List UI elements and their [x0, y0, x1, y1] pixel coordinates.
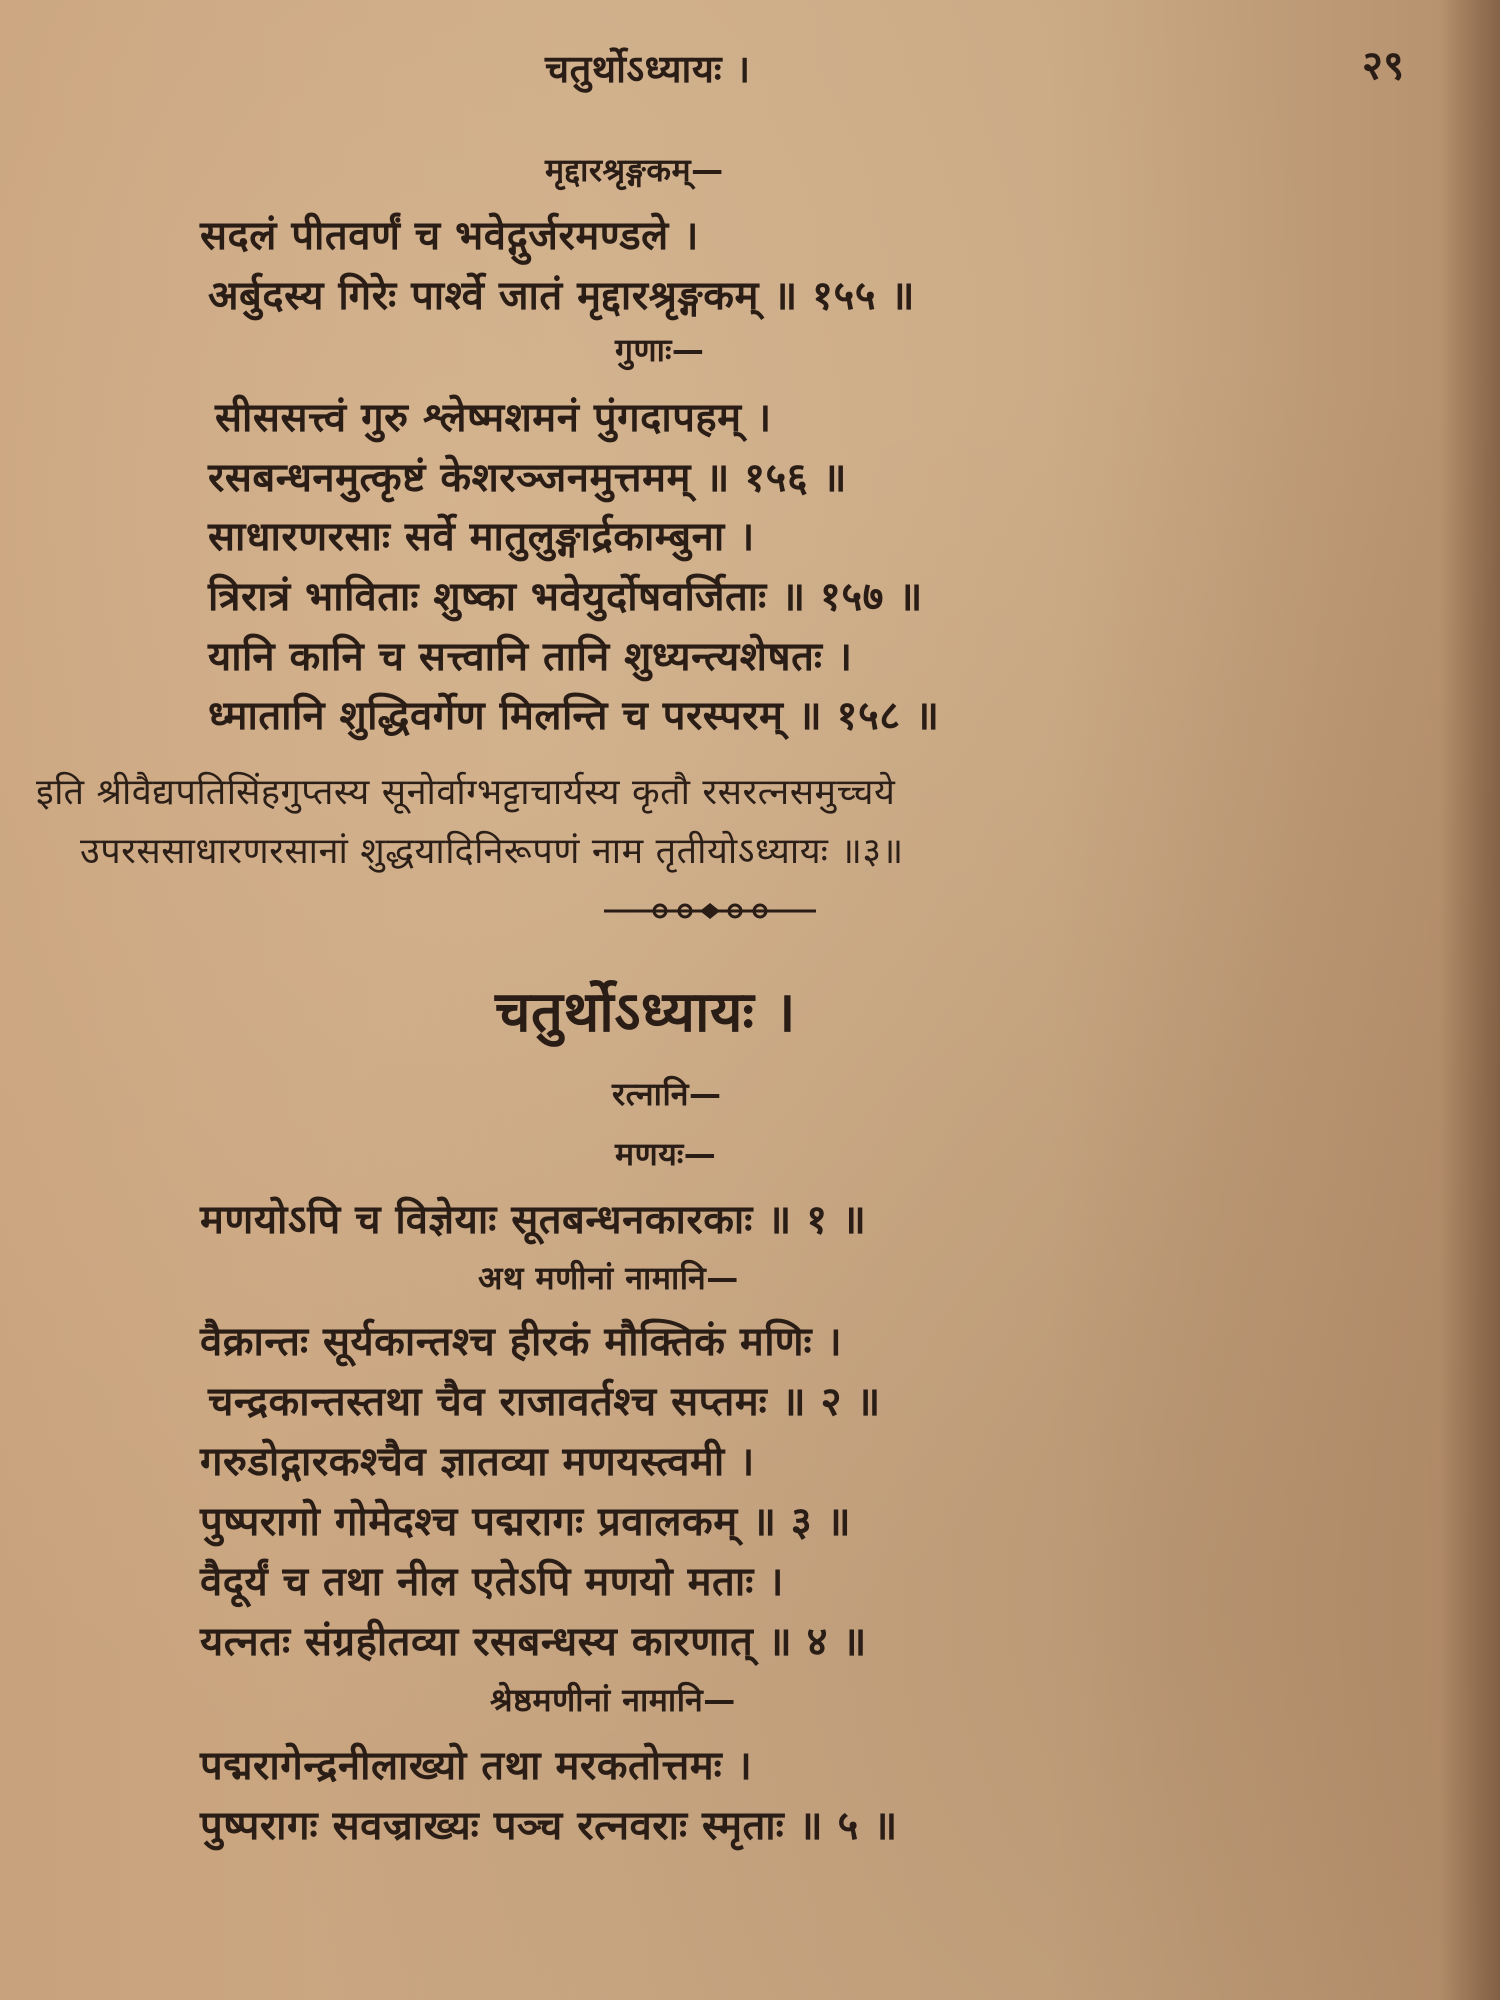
- chapter-title: चतुर्थोऽध्यायः ।: [495, 980, 796, 1045]
- section-heading-ratnani: रत्नानि—: [612, 1075, 722, 1113]
- verse-line: ध्मातानि शुद्धिवर्गेण मिलन्ति च परस्परम् ॥ १५८ ॥: [208, 693, 940, 739]
- verse-line: त्रिरात्रं भाविताः शुष्का भवेयुर्दोषवर्जिताः ॥ १५७ ॥: [208, 574, 923, 620]
- verse-line: मणयोऽपि च विज्ञेयाः सूतबन्धनकारकाः ॥ १ ॥: [200, 1197, 867, 1243]
- chapter-divider-ornament: [600, 900, 820, 922]
- section-heading-manayah: मणयः—: [615, 1135, 717, 1173]
- verse-line: वैदूर्यं च तथा नील एतेऽपि मणयो मताः ।: [200, 1559, 784, 1605]
- verse-line: गरुडोद्गारकश्चैव ज्ञातव्या मणयस्त्वमी ।: [200, 1439, 755, 1485]
- colophon-line: इति श्रीवैद्यपतिसिंहगुप्तस्य सूनोर्वाग्भट्टाचार्यस्य कृतौ रसरत्नसमुच्चये: [36, 772, 896, 813]
- running-header-title: चतुर्थोऽध्यायः ।: [545, 47, 751, 91]
- colophon-line: उपरससाधारणरसानां शुद्धयादिनिरूपणं नाम तृतीयोऽध्यायः ॥३॥: [80, 831, 904, 872]
- verse-line: पुष्परागः सवज्राख्यः पञ्च रत्नवराः स्मृताः ॥ ५ ॥: [200, 1803, 898, 1849]
- section-heading-shreshtha-mani: श्रेष्ठमणीनां नामानि—: [490, 1681, 736, 1719]
- section-heading-gunah: गुणाः—: [615, 331, 705, 369]
- verse-line: सीससत्त्वं गुरु श्लेष्मशमनं पुंगदापहम् ।: [215, 395, 772, 441]
- section-heading-mani-names: अथ मणीनां नामानि—: [478, 1259, 739, 1297]
- page-number: २९: [1362, 43, 1405, 89]
- verse-line: यानि कानि च सत्त्वानि तानि शुध्यन्त्यशेषतः ।: [208, 634, 853, 680]
- verse-line: पुष्परागो गोमेदश्च पद्मरागः प्रवालकम् ॥ ३ ॥: [200, 1499, 852, 1545]
- section-heading-mrddarashrngaka: मृद्दारश्रृङ्गकम्—: [545, 151, 724, 189]
- verse-line: वैक्रान्तः सूर्यकान्तश्च हीरकं मौक्तिकं मणिः ।: [200, 1319, 843, 1365]
- verse-line: अर्बुदस्य गिरेः पार्श्वे जातं मृद्दारश्रृङ्गकम् ॥ १५५ ॥: [208, 273, 915, 319]
- verse-line: यत्नतः संग्रहीतव्या रसबन्धस्य कारणात् ॥ ४ ॥: [200, 1619, 867, 1665]
- verse-line: रसबन्धनमुत्कृष्टं केशरञ्जनमुत्तमम् ॥ १५६ ॥: [208, 455, 848, 501]
- verse-line: साधारणरसाः सर्वे मातुलुङ्गार्द्रकाम्बुना ।: [208, 514, 755, 560]
- verse-line: पद्मरागेन्द्रनीलाख्यो तथा मरकतोत्तमः ।: [200, 1743, 753, 1789]
- verse-line: सदलं पीतवर्णं च भवेद्गुर्जरमण्डले ।: [200, 213, 699, 259]
- verse-line: चन्द्रकान्तस्तथा चैव राजावर्तश्च सप्तमः ॥ २ ॥: [208, 1379, 881, 1425]
